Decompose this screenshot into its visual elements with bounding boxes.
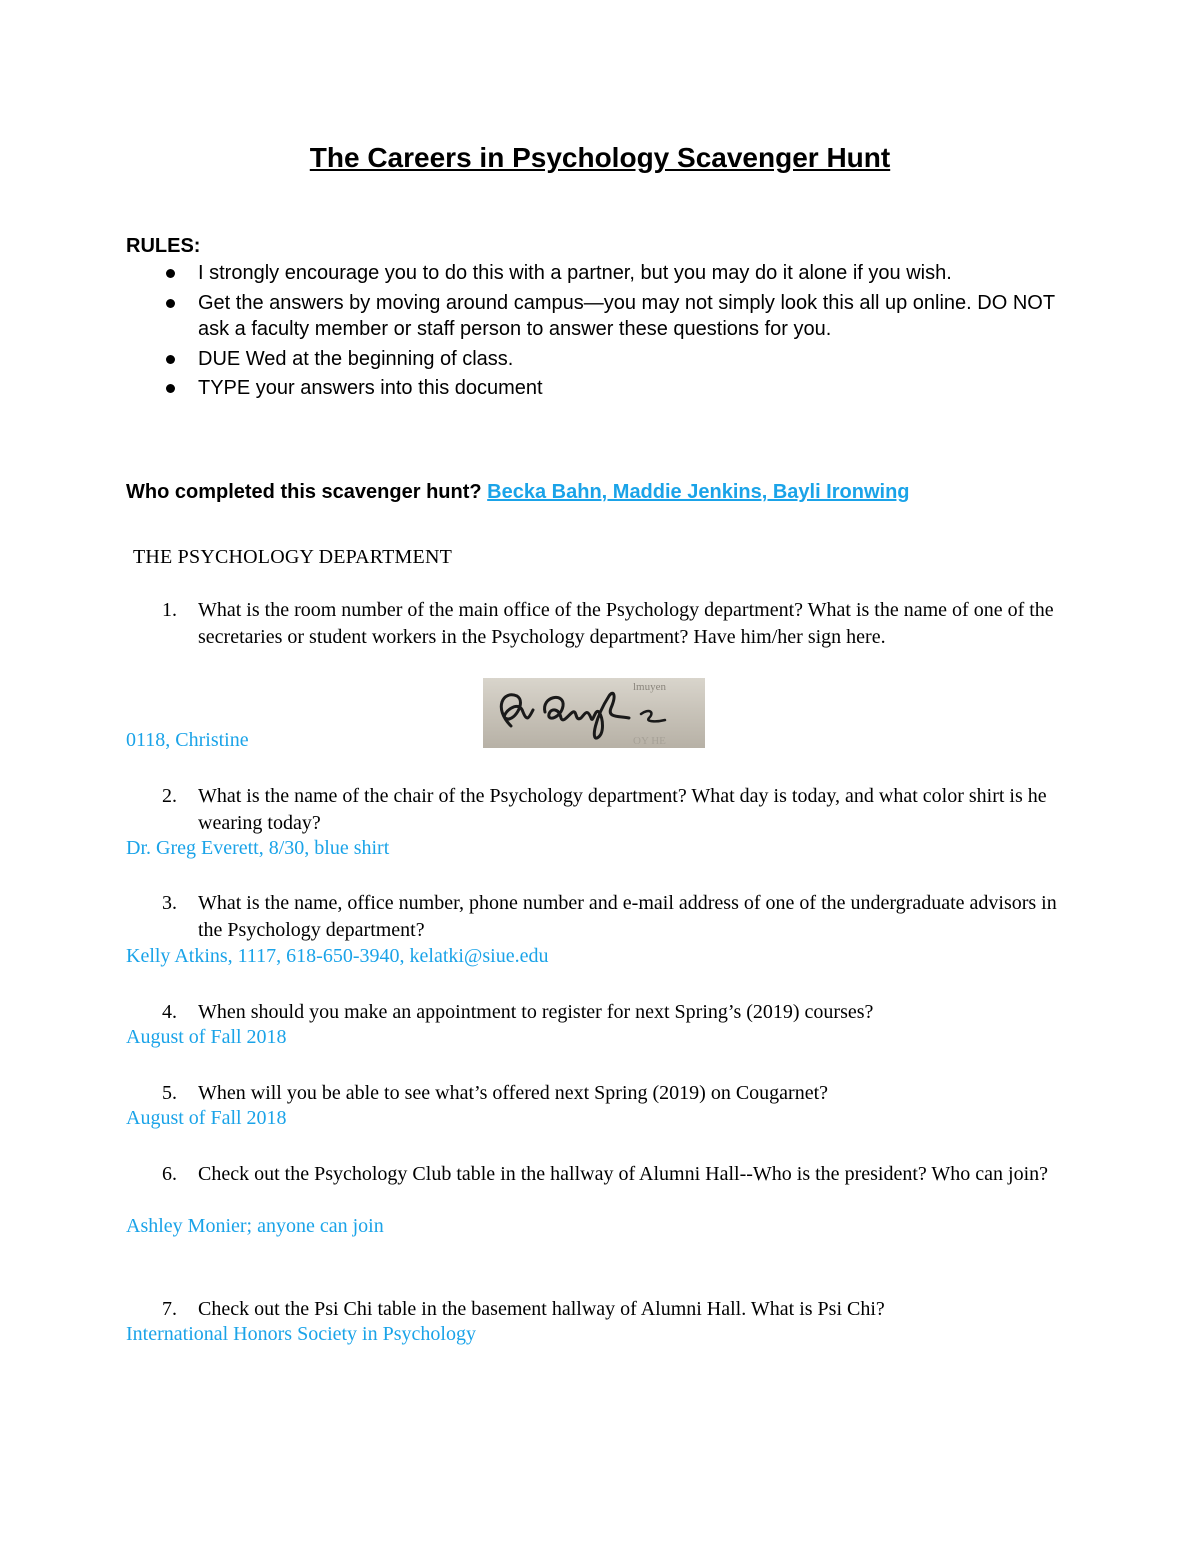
question-2 <box>162 783 1082 837</box>
rule-item <box>160 346 1080 373</box>
question-number: 3. <box>162 892 177 914</box>
question-text: Check out the Psi Chi table in the basement hallway of Alumni Hall. What is Psi Chi? <box>198 1298 885 1320</box>
document-title: The Careers in Psychology Scavenger Hunt <box>309 142 891 173</box>
question-number: 1. <box>162 599 177 621</box>
rule-text: TYPE your answers into this document <box>198 377 543 399</box>
answer-4: August of Fall 2018 <box>126 1026 287 1048</box>
signature-image <box>483 678 705 748</box>
question-text: Check out the Psychology Club table in the hallway of Alumni Hall--Who is the president? Who can join? <box>198 1163 1049 1185</box>
question-number: 7. <box>162 1298 177 1320</box>
rule-item <box>160 290 1080 343</box>
answer-2: Dr. Greg Everett, 8/30, blue shirt <box>126 837 390 859</box>
answer-1: 0118, Christine <box>126 729 249 751</box>
answer-6: Ashley Monier; anyone can join <box>126 1215 384 1237</box>
completed-by-line <box>126 481 910 504</box>
question-5 <box>162 1080 1082 1107</box>
bullet-icon <box>166 384 175 393</box>
answer-7: International Honors Society in Psychology <box>126 1323 476 1345</box>
rule-item <box>160 375 1080 402</box>
rule-text: I strongly encourage you to do this with a partner, but you may do it alone if you wish. <box>198 262 952 284</box>
answer-3: Kelly Atkins, 1117, 618-650-3940, kelatki@siue.edu <box>126 945 549 967</box>
question-text: When should you make an appointment to register for next Spring’s (2019) courses? <box>198 1001 874 1023</box>
question-1 <box>162 597 1082 651</box>
completed-by-label: Who completed this scavenger hunt? <box>126 481 482 503</box>
question-4 <box>162 999 1082 1026</box>
rule-text: DUE Wed at the beginning of class. <box>198 347 514 370</box>
question-text: When will you be able to see what’s offered next Spring (2019) on Cougarnet? <box>198 1082 829 1104</box>
signature-icon <box>483 678 705 748</box>
bullet-icon <box>166 299 175 308</box>
question-number: 2. <box>162 785 177 807</box>
svg-text:lmuyen: lmuyen <box>633 681 666 693</box>
question-text: What is the name, office number, phone number and e-mail address of one of the undergraduate advisors in the Psychology department? <box>198 892 1057 941</box>
section-title: THE PSYCHOLOGY DEPARTMENT <box>133 546 453 568</box>
answer-5: August of Fall 2018 <box>126 1107 287 1129</box>
question-6 <box>162 1161 1082 1188</box>
rule-text: Get the answers by moving around campus—you may not simply look this all up online. DO NOT ask a faculty member or staff person to answer these questions for you. <box>198 291 1055 340</box>
rules-list <box>160 260 1080 405</box>
question-number: 5. <box>162 1082 177 1104</box>
question-text: What is the room number of the main office of the Psychology department? What is the name of one of the secretaries or student workers in the Psychology department? Have him/her sign here. <box>198 599 1054 648</box>
question-3 <box>162 890 1082 944</box>
question-text: What is the name of the chair of the Psychology department? What day is today, and what color shirt is he wearing today? <box>198 785 1047 834</box>
completed-by-names: Becka Bahn, Maddie Jenkins, Bayli Ironwing <box>487 481 910 503</box>
bullet-icon <box>166 355 175 364</box>
rules-label: RULES: <box>126 235 201 257</box>
rule-item <box>160 260 1080 287</box>
question-7 <box>162 1296 1082 1323</box>
question-number: 6. <box>162 1163 177 1185</box>
question-number: 4. <box>162 1001 177 1023</box>
svg-text:OY HE: OY HE <box>633 735 666 747</box>
bullet-icon <box>166 269 175 278</box>
